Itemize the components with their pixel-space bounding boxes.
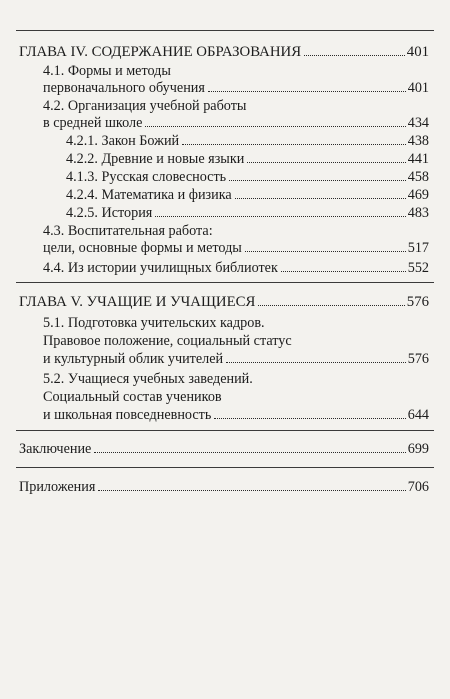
dot-leader	[145, 126, 405, 127]
toc-entry-title: и культурный облик учителей	[43, 351, 224, 367]
section-rule	[16, 467, 434, 468]
dot-leader	[245, 251, 406, 252]
dot-leader	[226, 362, 406, 363]
toc-entry-4-2-4	[66, 187, 429, 204]
toc-entry-page: 552	[407, 260, 429, 276]
toc-entry-4-3	[43, 240, 429, 257]
toc-entry-title: 4.2.1. Закон Божий	[66, 133, 180, 149]
section-rule	[16, 282, 434, 283]
toc-entry-line: 5.1. Подготовка учительских кадров.	[43, 315, 265, 331]
dot-leader	[229, 180, 406, 181]
toc-entry-title: Приложения	[19, 479, 96, 495]
dot-leader	[281, 271, 406, 272]
toc-entry-chapter-4	[19, 44, 429, 61]
toc-entry-page: 434	[407, 115, 429, 131]
toc-entry-line: Социальный состав учеников	[43, 389, 222, 405]
toc-entry-title: 4.2.2. Древние и новые языки	[66, 151, 245, 167]
toc-entry-line: 5.2. Учащиеся учебных заведений.	[43, 371, 253, 387]
dot-leader	[182, 144, 406, 145]
dot-leader	[155, 216, 405, 217]
toc-entry-page: 458	[407, 169, 429, 185]
toc-entry-4-2-2	[66, 151, 429, 168]
toc-entry-title: первоначального обучения	[43, 80, 205, 96]
toc-entry-title: и школьная повседневность	[43, 407, 212, 423]
toc-entry-page: 706	[407, 479, 429, 495]
toc-entry-title: ГЛАВА V. УЧАЩИЕ И УЧАЩИЕСЯ	[19, 294, 256, 310]
toc-entry-line: 4.3. Воспитательная работа:	[43, 223, 213, 239]
toc-entry-appendices	[19, 479, 429, 496]
toc-entry-title: 4.2.5. История	[66, 205, 153, 221]
toc-entry-page: 644	[407, 407, 429, 423]
toc-entry-page: 441	[407, 151, 429, 167]
toc-entry-page: 401	[407, 80, 429, 96]
dot-leader	[247, 162, 405, 163]
toc-entry-title: цели, основные формы и методы	[43, 240, 242, 256]
dot-leader	[235, 198, 406, 199]
toc-entry-page: 576	[407, 351, 429, 367]
toc-entry-page: 438	[407, 133, 429, 149]
toc-entry-page: 517	[407, 240, 429, 256]
toc-entry-4-1	[43, 80, 429, 97]
dot-leader	[94, 452, 405, 453]
toc-entry-page: 483	[407, 205, 429, 221]
toc-entry-line: 4.1. Формы и методы	[43, 63, 171, 79]
toc-entry-page: 401	[406, 44, 429, 60]
toc-entry-title: Заключение	[19, 441, 92, 457]
toc-entry-5-2	[43, 407, 429, 424]
dot-leader	[98, 490, 405, 491]
toc-entry-title: 4.2.4. Математика и физика	[66, 187, 232, 203]
toc-entry-conclusion	[19, 441, 429, 458]
toc-entry-chapter-5	[19, 294, 429, 311]
toc-entry-4-4	[43, 260, 429, 277]
toc-entry-4-2	[43, 115, 429, 132]
dot-leader	[214, 418, 405, 419]
toc-entry-title: в средней школе	[43, 115, 143, 131]
toc-entry-title: 4.4. Из истории училищных библиотек	[43, 260, 278, 276]
dot-leader	[258, 305, 404, 306]
toc-entry-title: 4.1.3. Русская словесность	[66, 169, 227, 185]
toc-entry-5-1	[43, 351, 429, 368]
toc-entry-line: 4.2. Организация учебной работы	[43, 98, 247, 114]
toc-entry-page: 469	[407, 187, 429, 203]
toc-entry-page: 576	[406, 294, 429, 310]
toc-entry-page: 699	[407, 441, 429, 457]
dot-leader	[304, 55, 405, 56]
toc-entry-4-1-3	[66, 169, 429, 186]
toc-entry-title: ГЛАВА IV. СОДЕРЖАНИЕ ОБРАЗОВАНИЯ	[19, 44, 302, 60]
toc-entry-line: Правовое положение, социальный статус	[43, 333, 292, 349]
dot-leader	[208, 91, 406, 92]
toc-entry-4-2-5	[66, 205, 429, 222]
section-rule	[16, 430, 434, 431]
top-rule	[16, 30, 434, 31]
toc-entry-4-2-1	[66, 133, 429, 150]
